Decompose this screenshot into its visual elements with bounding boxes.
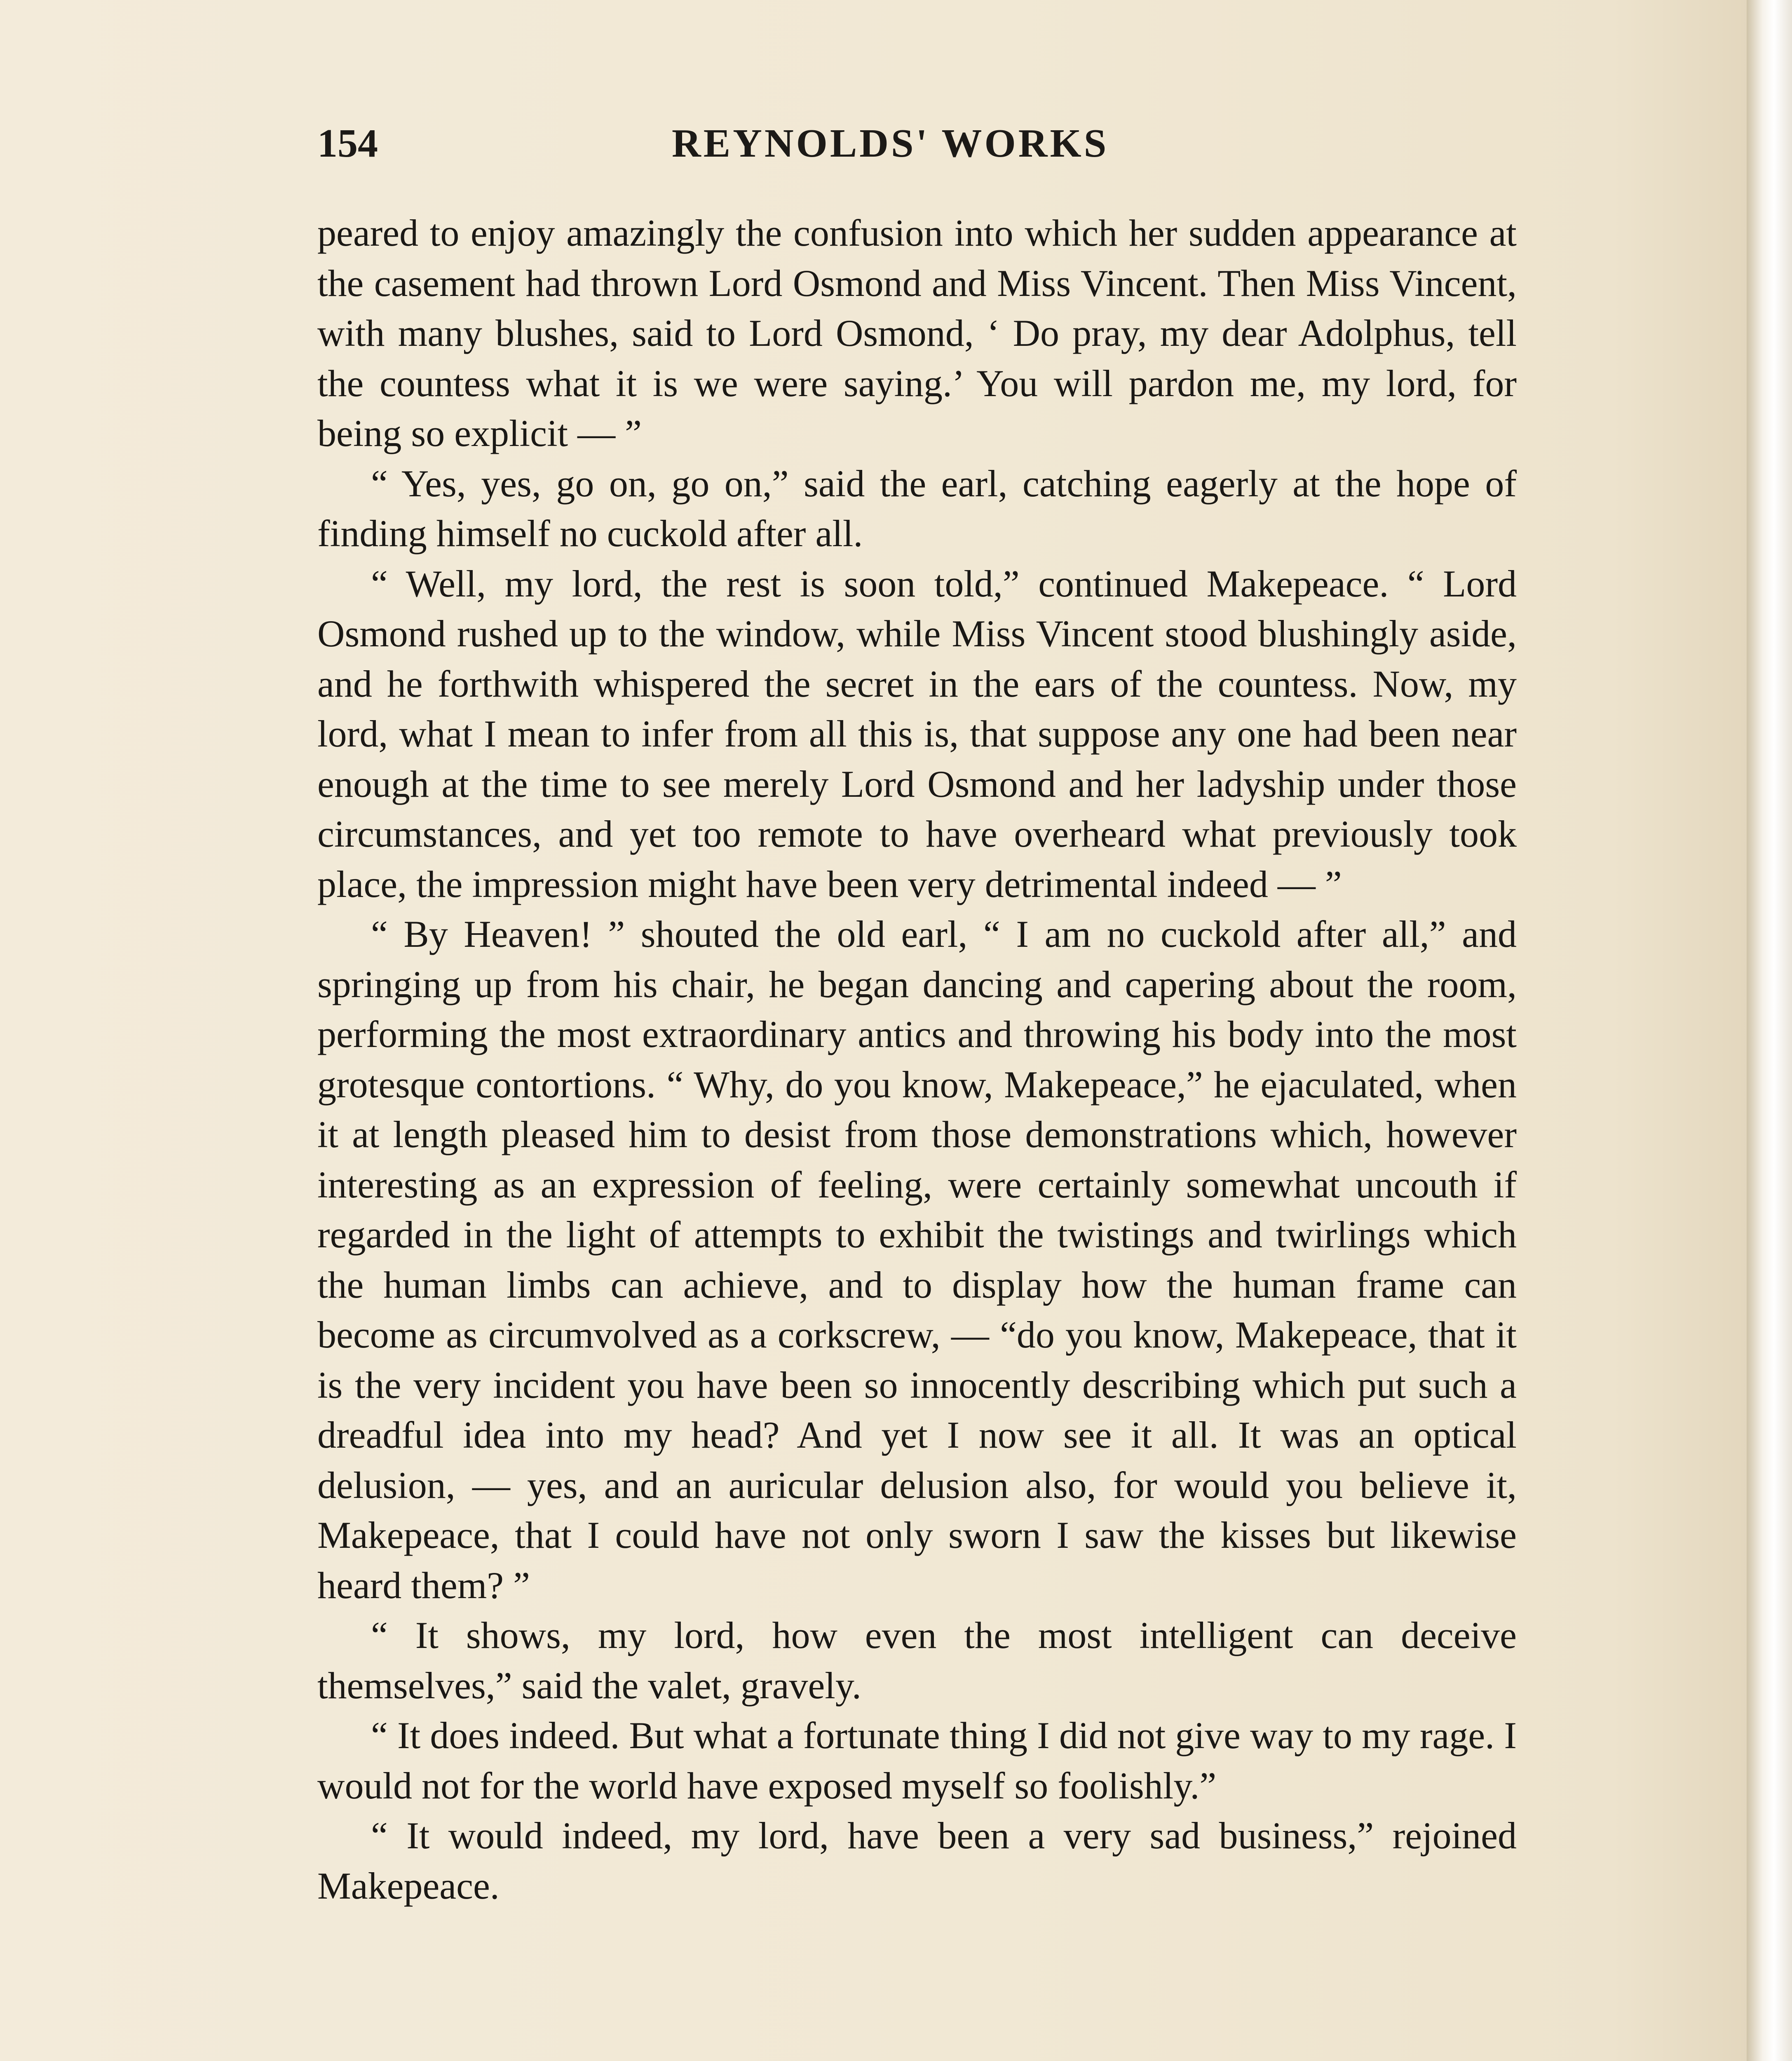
paragraph: “ It does indeed. But what a fortunate thing I did not give way to my rage. I would not for the world have exposed myself so foolishly.” <box>317 1714 1517 1807</box>
paragraph: peared to enjoy amazingly the confusion into which her sudden appearance at the casement had thrown Lord Osmond and Miss Vincent. Then Miss Vincent, with many blushes, said to Lord Osmond, ‘ Do pray, my dear Adolphus, tell the countess what it is we were saying.’ You will pardon me, my lord, for being so explicit — ” <box>317 212 1517 454</box>
running-head: REYNOLDS' WORKS <box>672 121 1109 166</box>
page-header <box>317 120 1517 178</box>
page-number: 154 <box>317 121 378 166</box>
paragraph: “ Yes, yes, go on, go on,” said the earl, catching eagerly at the hope of finding himself no cuckold after all. <box>317 462 1517 554</box>
body-text <box>317 208 1517 1911</box>
page-edge <box>1747 0 1792 2061</box>
paragraph: “ Well, my lord, the rest is soon told,” continued Makepeace. “ Lord Osmond rushed up to the window, while Miss Vincent stood blushingly aside, and he forthwith whispered the secret in the ears of the countess. Now, my lord, what I mean to infer from all this is, that suppose any one had been near enough at the time to see merely Lord Osmond and her ladyship under those circumstances, and yet too remote to have overheard what previously took place, the impression might have been very detrimental indeed — ” <box>317 562 1517 905</box>
paragraph: “ It shows, my lord, how even the most intelligent can deceive themselves,” said the valet, gravely. <box>317 1614 1517 1707</box>
paragraph: “ It would indeed, my lord, have been a very sad business,” rejoined Makepeace. <box>317 1815 1517 1907</box>
paragraph: “ By Heaven! ” shouted the old earl, “ I am no cuckold after all,” and springing up from his chair, he began dancing and capering about the room, performing the most extraordinary antics and throwing his body into the most grotesque contortions. “ Why, do you know, Makepeace,” he ejaculated, when it at length pleased him to desist from those demonstrations which, however interesting as an expression of feeling, were certainly somewhat uncouth if regarded in the light of attempts to exhibit the twistings and twirlings which the human limbs can achieve, and to display how the human frame can become as circumvolved as a corkscrew, — “do you know, Makepeace, that it is the very incident you have been so innocently describing which put such a dreadful idea into my head? And yet I now see it all. It was an optical delusion, — yes, and an auricular delusion also, for would you believe it, Makepeace, that I could have not only sworn I saw the kisses but likewise heard them? ” <box>317 913 1517 1606</box>
